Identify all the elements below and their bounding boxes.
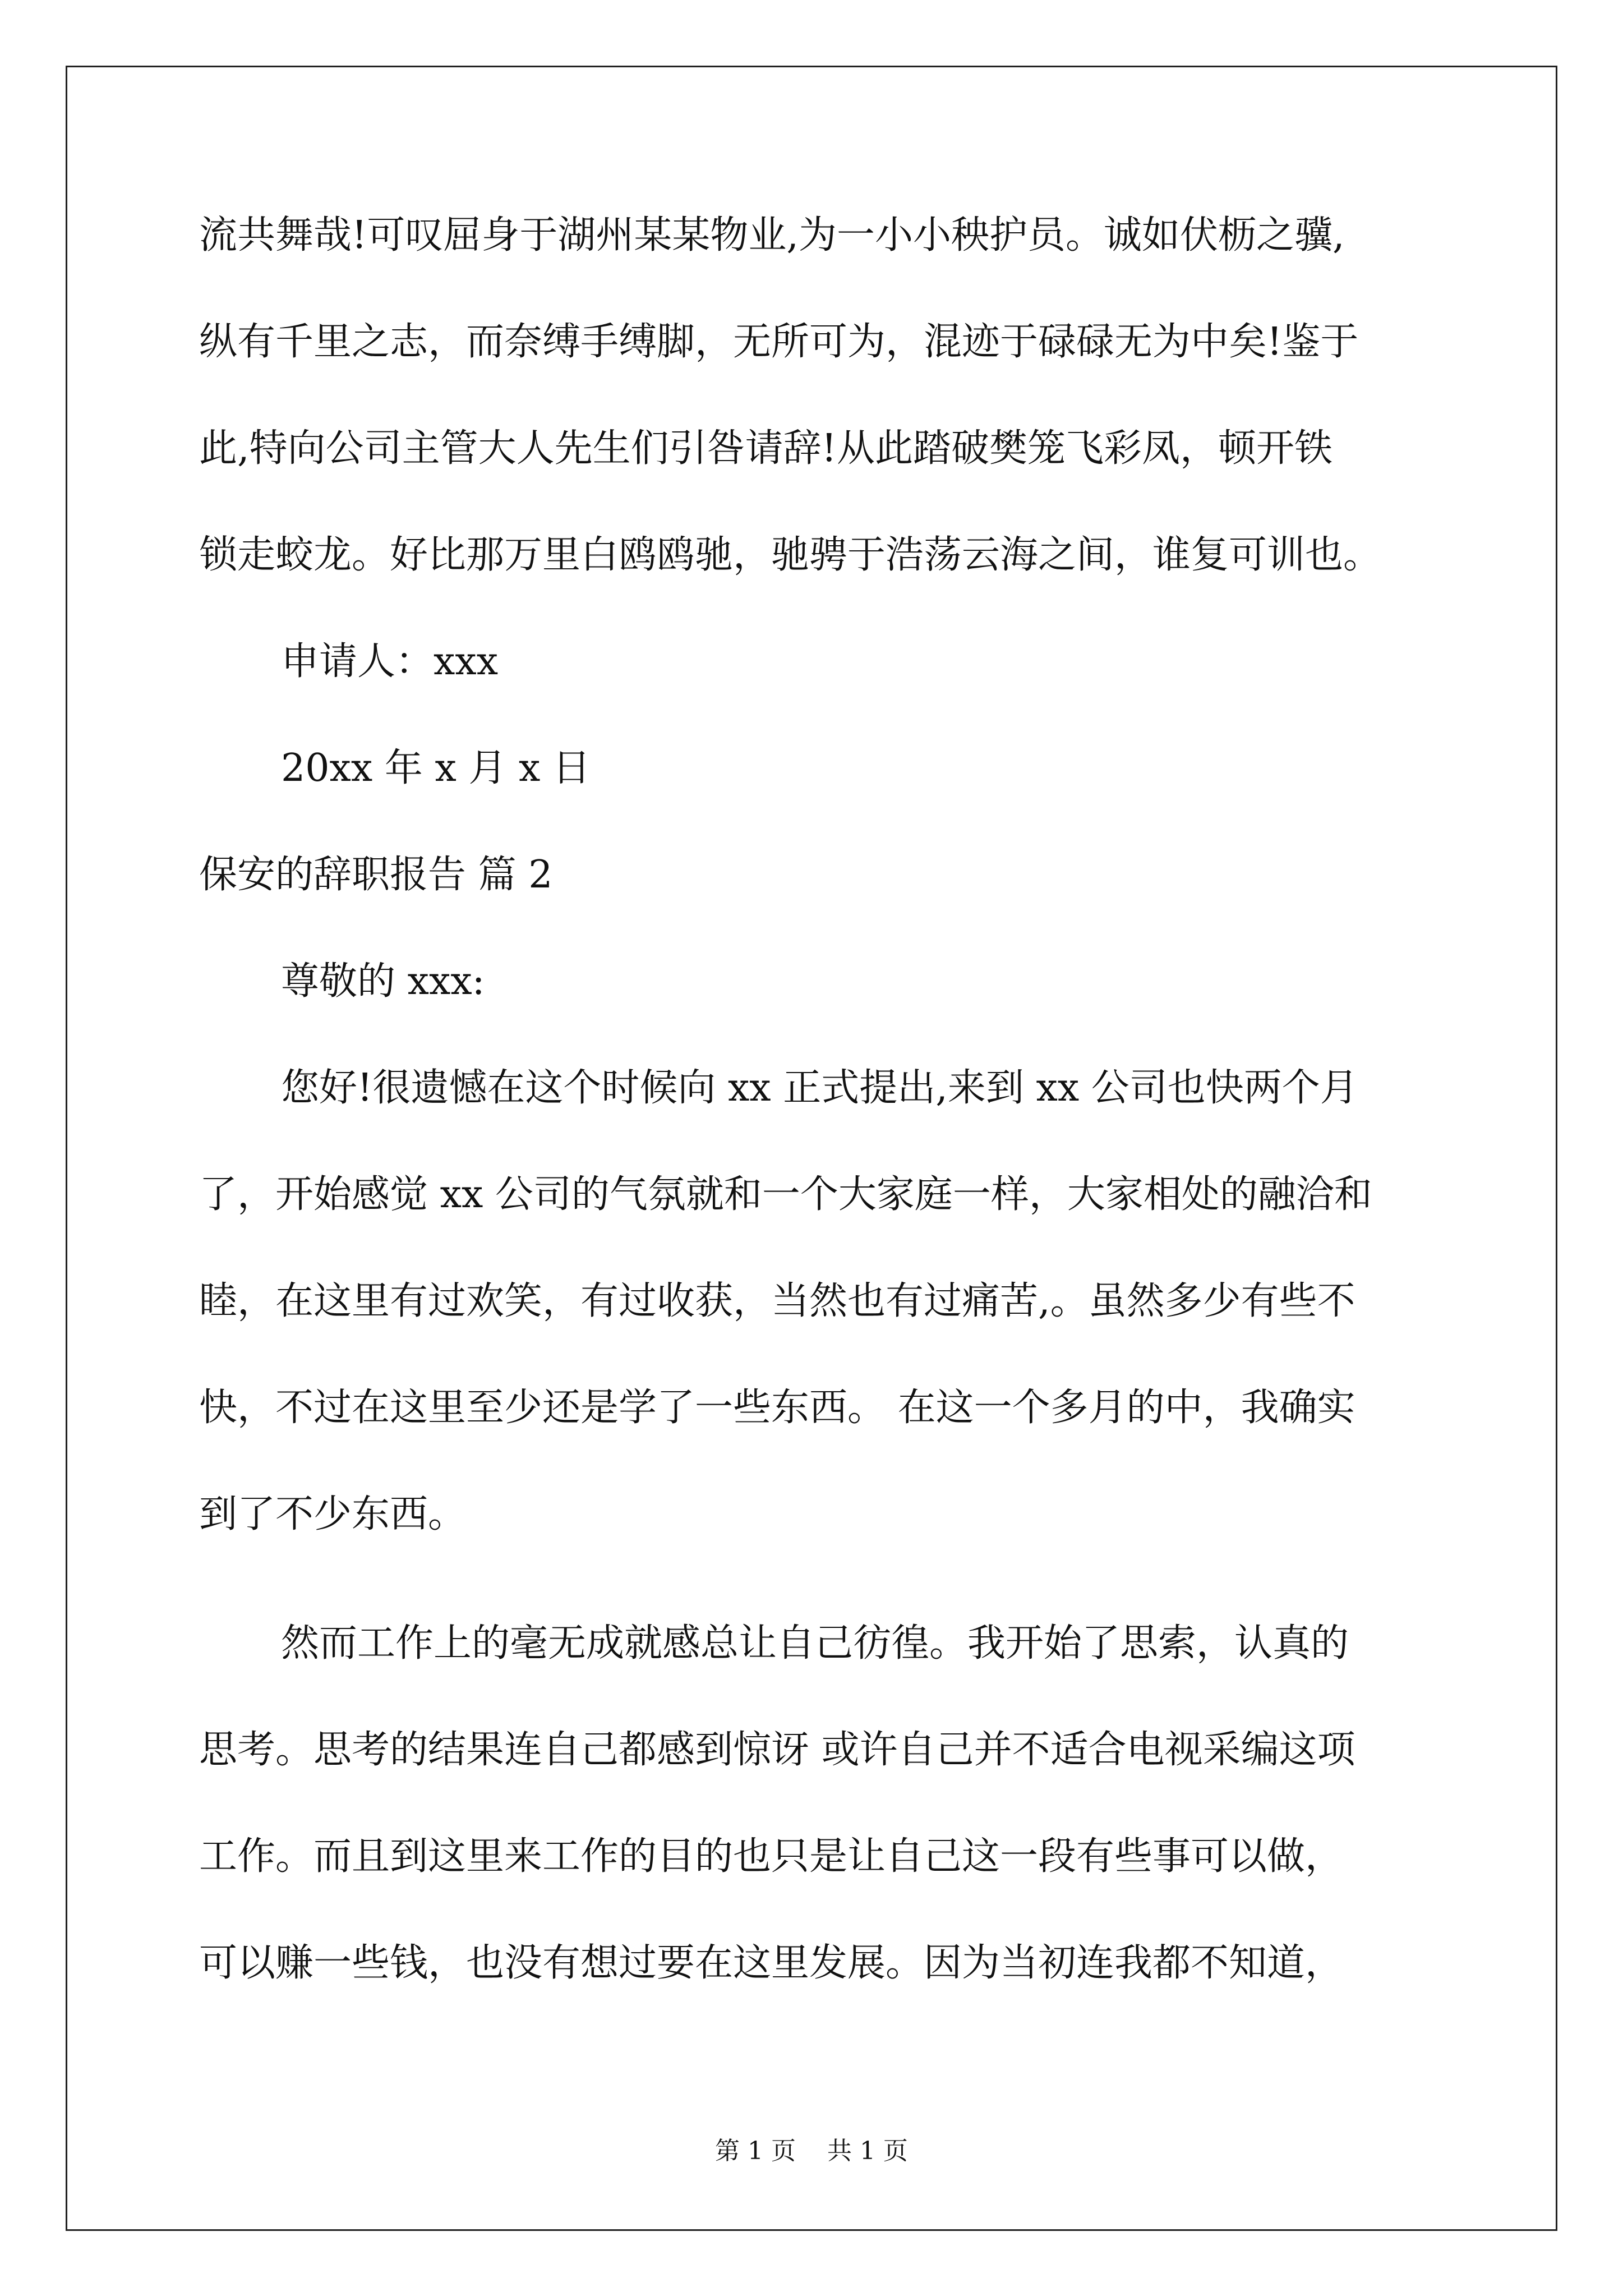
paragraph-line: 了，开始感觉 xx 公司的气氛就和一个大家庭一样，大家相处的融洽和 — [199, 1172, 1372, 1217]
salutation: 尊敬的 xxx: — [281, 959, 485, 1004]
paragraph-line: 工作。而且到这里来工作的目的也只是让自己这一段有些事可以做， — [199, 1834, 1344, 1879]
paragraph-line: 您好!很遗憾在这个时候向 xx 正式提出,来到 xx 公司也快两个月 — [281, 1066, 1358, 1110]
applicant-line: 申请人：xxx — [281, 639, 499, 684]
text-line: 流共舞哉!可叹屈身于湖州某某物业,为一小小秧护员。诚如伏枥之骥, — [199, 213, 1345, 257]
document-body — [199, 208, 1438, 1991]
paragraph-line: 睦，在这里有过欢笑，有过收获，当然也有过痛苦,。虽然多少有些不 — [199, 1279, 1355, 1323]
paragraph-line: 到了不少东西。 — [199, 1492, 467, 1536]
date-line: 20xx 年 x 月 x 日 — [281, 746, 591, 790]
text-line: 锁走蛟龙。好比那万里白鸥鸥驰，驰骋于浩荡云海之间，谁复可训也。 — [199, 533, 1382, 577]
text-line: 纵有千里之志，而奈缚手缚脚，无所可为，混迹于碌碌无为中矣!鉴于 — [199, 320, 1359, 364]
paragraph-line: 可以赚一些钱，也没有想过要在这里发展。因为当初连我都不知道， — [199, 1941, 1344, 1985]
paragraph-line: 然而工作上的毫无成就感总让自己彷徨。我开始了思索，认真的 — [281, 1621, 1349, 1665]
paragraph-line: 快，不过在这里至少还是学了一些东西。 在这一个多月的中，我确实 — [199, 1386, 1355, 1430]
paragraph-line: 思考。思考的结果连自己都感到惊讶 或许自己并不适合电视采编这项 — [199, 1728, 1355, 1772]
page-number-footer: 第 1 页 共 1 页 — [715, 2137, 908, 2165]
section-title: 保安的辞职报告 篇 2 — [199, 853, 553, 897]
text-line: 此,特向公司主管大人先生们引咎请辞!从此踏破樊笼飞彩凤，顿开铁 — [199, 426, 1332, 471]
